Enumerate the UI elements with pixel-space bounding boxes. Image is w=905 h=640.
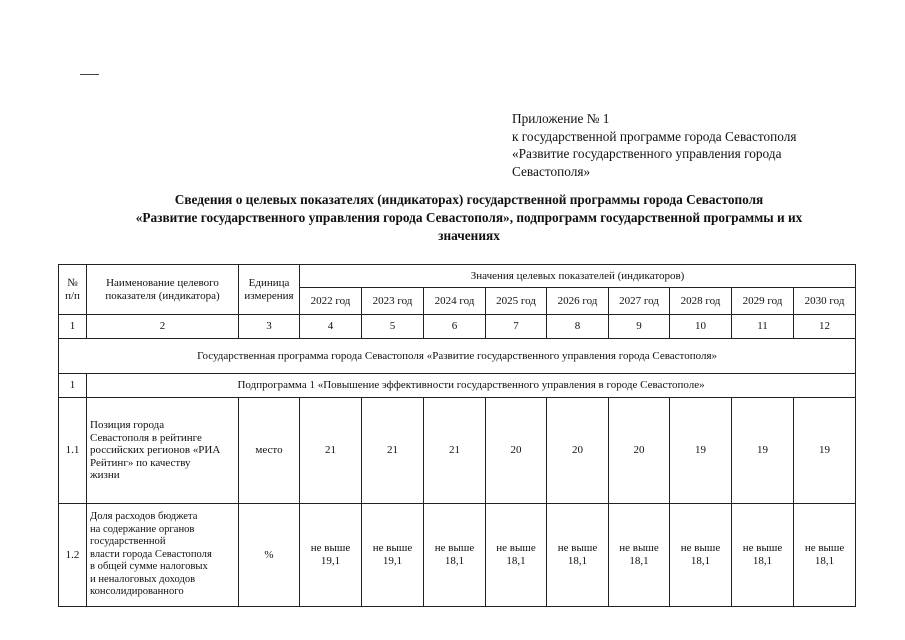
subprogram-title: Подпрограмма 1 «Повышение эффективности государственного управления в городе Севастополе» <box>87 374 856 398</box>
value-cell: 21 <box>424 398 486 504</box>
indicator-name <box>87 504 239 607</box>
row-num: 1.2 <box>59 504 87 607</box>
header-unit <box>239 265 300 315</box>
document-title <box>40 191 898 245</box>
value-cell <box>794 504 856 607</box>
value-prefix: не выше <box>434 542 475 555</box>
value-number: 18,1 <box>690 555 711 567</box>
value-number: 18,1 <box>506 555 526 567</box>
column-number: 10 <box>670 315 732 339</box>
value-cell <box>547 504 609 607</box>
header-text: Наименование целевого <box>106 276 219 289</box>
value-number: 19,1 <box>382 555 403 567</box>
appendix-line: Приложение № 1 <box>512 111 610 126</box>
appendix-line: «Развитие государственного управления города <box>512 146 782 161</box>
header-text: Единица <box>248 276 290 289</box>
value-cell <box>486 504 547 607</box>
header-year: 2024 год <box>424 288 486 315</box>
unit-cell: место <box>239 398 300 504</box>
column-number: 1 <box>59 315 87 339</box>
value-cell: 20 <box>486 398 547 504</box>
column-number: 4 <box>300 315 362 339</box>
column-numbers-row <box>59 315 856 339</box>
appendix-note <box>512 110 892 180</box>
header-text: п/п <box>65 289 80 302</box>
title-line: значениях <box>438 228 500 243</box>
table-row <box>59 398 856 504</box>
column-number: 3 <box>239 315 300 339</box>
header-text: измерения <box>244 289 294 302</box>
column-number: 6 <box>424 315 486 339</box>
value-cell <box>424 504 486 607</box>
appendix-line: Севастополя» <box>512 163 591 179</box>
column-number: 11 <box>732 315 794 339</box>
value-cell: 21 <box>362 398 424 504</box>
value-cell: 19 <box>794 398 856 504</box>
header-year: 2030 год <box>794 288 856 315</box>
value-prefix: не выше <box>310 542 351 555</box>
value-prefix: не выше <box>680 542 721 555</box>
indicator-name-line: консолидированного <box>90 586 184 598</box>
value-prefix: не выше <box>496 542 536 555</box>
value-cell: 19 <box>732 398 794 504</box>
header-year: 2022 год <box>300 288 362 315</box>
value-number: 18,1 <box>567 555 588 567</box>
title-line: «Развитие государственного управления города Севастополя», подпрограмм государственной программы и их <box>135 210 803 225</box>
indicators-table <box>58 264 856 607</box>
scan-mark <box>80 74 99 75</box>
header-text: показателя (индикатора) <box>105 289 220 302</box>
value-cell: 20 <box>547 398 609 504</box>
indicator-name-line: Рейтинг» по качеству <box>90 456 191 469</box>
appendix-line: к государственной программе города Севастополя <box>512 128 797 144</box>
header-year: 2027 год <box>609 288 670 315</box>
column-number: 2 <box>87 315 239 339</box>
column-number: 5 <box>362 315 424 339</box>
value-cell <box>670 504 732 607</box>
title-line: Сведения о целевых показателях (индикаторах) государственной программы города Севастополя <box>174 192 764 207</box>
value-prefix: не выше <box>619 542 659 555</box>
header-num <box>59 265 87 315</box>
header-year: 2029 год <box>732 288 794 315</box>
header-year: 2025 год <box>486 288 547 315</box>
value-prefix: не выше <box>804 542 845 555</box>
column-number: 9 <box>609 315 670 339</box>
header-text: № <box>67 276 78 289</box>
value-cell <box>732 504 794 607</box>
value-number: 18,1 <box>814 555 835 567</box>
indicator-name-line: в общей сумме налоговых <box>90 561 208 573</box>
value-number: 18,1 <box>752 555 773 567</box>
row-num: 1.1 <box>59 398 87 504</box>
value-cell <box>609 504 670 607</box>
indicator-name-line: Доля расходов бюджета <box>90 510 198 522</box>
column-number: 12 <box>794 315 856 339</box>
indicator-name-line: на содержание органов <box>90 523 195 535</box>
indicator-name-line: и неналоговых доходов <box>90 573 196 585</box>
header-values-group: Значения целевых показателей (индикаторов) <box>300 265 856 288</box>
header-name <box>87 265 239 315</box>
value-cell <box>362 504 424 607</box>
header-year: 2023 год <box>362 288 424 315</box>
value-number: 19,1 <box>320 555 341 567</box>
indicator-name-line: Позиция города <box>90 419 165 432</box>
value-prefix: не выше <box>742 542 783 555</box>
unit-cell: % <box>239 504 300 607</box>
value-cell: 19 <box>670 398 732 504</box>
value-cell: 21 <box>300 398 362 504</box>
subprogram-num: 1 <box>59 374 87 398</box>
indicator-name-line: жизни <box>90 469 120 482</box>
column-number: 7 <box>486 315 547 339</box>
indicator-name-line: российских регионов «РИА <box>90 444 221 457</box>
indicator-name-line: государственной <box>90 536 166 548</box>
value-number: 18,1 <box>444 555 465 567</box>
indicator-name-line: Севастополя в рейтинге <box>90 431 202 444</box>
column-number: 8 <box>547 315 609 339</box>
value-number: 18,1 <box>629 555 649 567</box>
table-row <box>59 504 856 607</box>
header-year: 2026 год <box>547 288 609 315</box>
value-cell <box>300 504 362 607</box>
header-year: 2028 год <box>670 288 732 315</box>
program-row: Государственная программа города Севастополя «Развитие государственного управления города Севастополя» <box>59 339 856 374</box>
indicator-name <box>87 398 239 504</box>
value-cell: 20 <box>609 398 670 504</box>
indicator-name-line: власти города Севастополя <box>90 548 212 560</box>
value-prefix: не выше <box>372 542 413 555</box>
value-prefix: не выше <box>557 542 598 555</box>
